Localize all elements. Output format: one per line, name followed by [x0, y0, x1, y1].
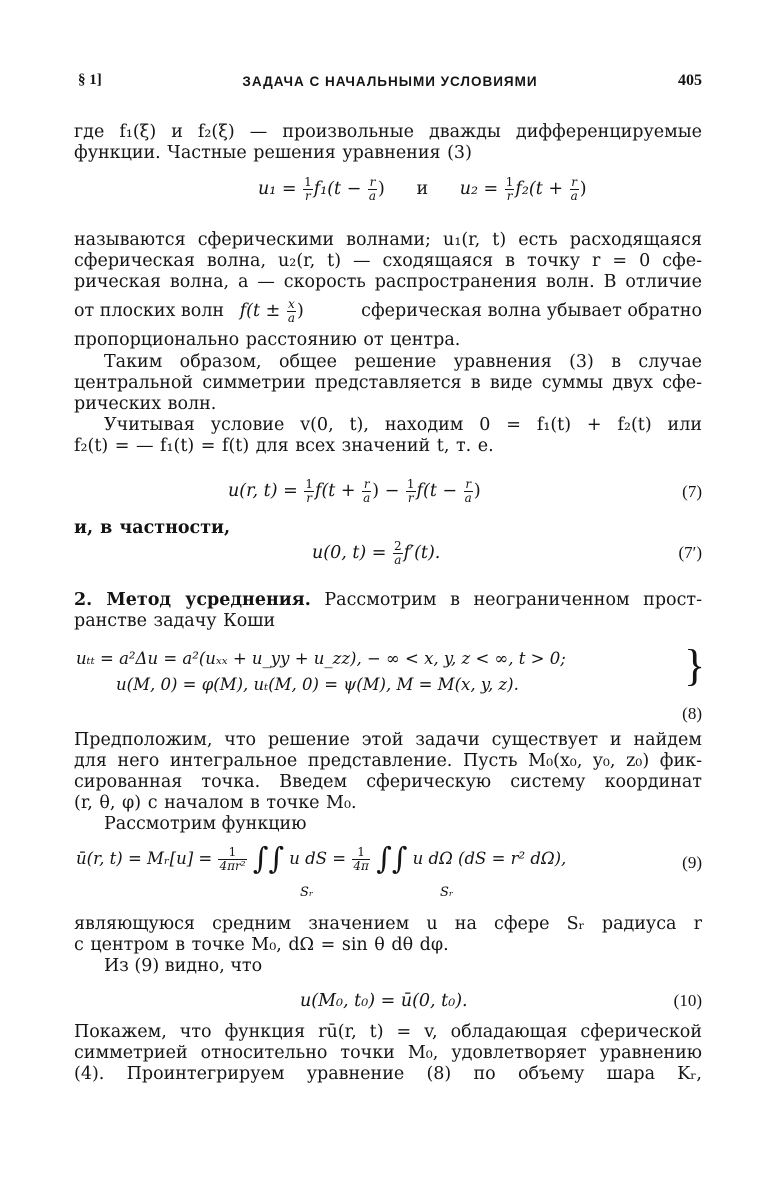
text-line: Рассмотрим функцию [104, 814, 307, 834]
text-line: где f₁(ξ) и f₂(ξ) — произвольные дважды дифференцируемые [74, 122, 702, 142]
text-fragment: Рассмотрим в неограниченном прост- [324, 590, 702, 610]
equation-9 [76, 841, 567, 877]
eq-part: f(t + [314, 481, 362, 501]
text-fragment: от плоских волн [74, 301, 225, 321]
double-integral-icon: ∫∫ [252, 841, 285, 877]
denominator: r [506, 189, 513, 203]
text-line: симметрией относительно точки M₀, удовлетворяет уравнению [74, 1043, 702, 1063]
eq-part: f(t ± [239, 301, 286, 321]
fraction [570, 176, 579, 203]
denominator: r [305, 189, 311, 203]
text-line: Учитывая условие v(0, t), находим 0 = f₁(t) + f₂(t) или [104, 415, 702, 435]
fraction [406, 478, 416, 505]
eq-part: ū(r, t) = Mᵣ[u] = [76, 849, 218, 868]
equation-8-line-1: uₜₜ = a²Δu = a²(uₓₓ + u_yy + u_zz), − ∞ < x, y, z < ∞, t > 0; [76, 649, 566, 668]
eq-conjunction: и [416, 179, 429, 199]
text-line: f₂(t) = — f₁(t) = f(t) для всех значений t, т. е. [74, 436, 494, 456]
fraction [393, 540, 403, 567]
text-line: функции. Частные решения уравнения (3) [74, 143, 472, 163]
text-line: Покажем, что функция rū(r, t) = v, обладающая сферической [74, 1022, 702, 1042]
numerator: r [571, 175, 578, 189]
text-line: пропорционально расстоянию от центра. [74, 330, 461, 350]
denominator: a [464, 491, 472, 505]
denominator: 4πr² [219, 859, 246, 873]
integral-subscript: Sᵣ [440, 885, 454, 900]
text-line: (r, θ, φ) с началом в точке M₀. [74, 793, 357, 813]
right-brace-icon: } [684, 641, 706, 690]
numerator: 1 [304, 175, 312, 189]
section-mark: § 1] [78, 72, 102, 88]
eq-part: u dΩ (dS = r² dΩ), [412, 849, 567, 868]
fraction [303, 176, 313, 203]
eq-part: u(0, t) = [312, 543, 393, 563]
fraction [304, 478, 314, 505]
text-line: для него интегральное представление. Пусть M₀(x₀, y₀, z₀) фик- [74, 751, 702, 771]
text-line-plane-waves: от плоских волн f(t ± $\frac{x}{a}$ ) [74, 297, 304, 325]
text-line: и, в частности, [74, 518, 231, 538]
eq-part: u(r, t) = [228, 481, 304, 501]
numerator: 1 [406, 477, 415, 491]
numerator: 1 [352, 846, 370, 860]
equation-7-prime [312, 540, 440, 567]
text-line: сированная точка. Введем сферическую систему координат [74, 772, 702, 792]
running-header [78, 72, 702, 98]
text-line: (4). Проинтегрируем уравнение (8) по объему шара Kᵣ, [74, 1064, 702, 1084]
denominator: a [368, 189, 377, 203]
numerator: r [363, 477, 370, 491]
equation-number: (10) [673, 991, 702, 1010]
numerator: 1 [305, 477, 313, 491]
denominator: a [394, 553, 402, 567]
chapter-title: ЗАДАЧА С НАЧАЛЬНЫМИ УСЛОВИЯМИ [242, 74, 538, 89]
text-line: рическая волна, a — скорость распространения волн. В отличие [74, 272, 702, 292]
text-line: центральной симметрии представляется в виде суммы двух сфе- [74, 373, 702, 393]
section-heading: 2. Метод усреднения. [74, 590, 311, 610]
equation-7: u(r, t) = $\frac{1}{r}$ f(t + $\frac{r}{a}$ ) − $\frac{1}{r}$ f(t − $\frac{r}{a}$ ) [228, 477, 481, 505]
text-line: сферическая волна, u₂(r, t) — сходящаяся в точку r = 0 сфе- [74, 251, 702, 271]
equation-number: (7′) [678, 543, 702, 562]
equation-number: (7) [682, 482, 702, 501]
eq-part: f(t − [416, 481, 463, 501]
eq-part: u dS = [289, 849, 352, 868]
text-line: Таким образом, общее решение уравнения (3) в случае [104, 352, 702, 372]
numerator: 2 [394, 539, 402, 553]
denominator: r [407, 491, 414, 505]
eq-part: u₂ = [459, 179, 504, 199]
eq-part: f₁(t − [313, 179, 367, 199]
denominator: a [570, 189, 578, 203]
eq-part: u₁ = [258, 179, 303, 199]
text-fragment: сферическая волна убывает обратно [361, 301, 702, 321]
equation-10: u(M₀, t₀) = ū(0, t₀). [300, 991, 468, 1011]
text-line: с центром в точке M₀, dΩ = sin θ dθ dφ. [74, 935, 449, 955]
double-integral-icon: ∫∫ [376, 841, 408, 877]
numerator: x [288, 297, 295, 311]
numerator: 1 [505, 175, 514, 189]
fraction [505, 176, 515, 203]
equation-number: (9) [682, 853, 702, 872]
denominator: 4π [353, 859, 369, 873]
text-line: являющуюся средним значением u на сфере Sᵣ радиуса r [74, 914, 702, 934]
fraction [352, 846, 370, 873]
text-line: ранстве задачу Коши [74, 611, 276, 631]
fraction [368, 176, 377, 203]
text-line: Предположим, что решение этой задачи существует и найдем [74, 730, 702, 750]
fraction [218, 846, 246, 873]
numerator: r [369, 175, 376, 189]
page-number: 405 [678, 72, 702, 89]
denominator: r [306, 491, 313, 505]
eq-part: ) − [372, 481, 405, 501]
fraction [287, 298, 296, 325]
eq-part: f′(t). [403, 543, 441, 563]
text-line: рических волн. [74, 394, 217, 414]
equation-8-line-2: u(M, 0) = φ(M), uₜ(M, 0) = ψ(M), M = M(x, y, z). [116, 675, 519, 694]
integral-subscript: Sᵣ [300, 885, 314, 900]
text-line: называются сферическими волнами; u₁(r, t) есть расходящаяся [74, 230, 702, 250]
denominator: a [363, 491, 371, 505]
fraction [464, 478, 473, 505]
numerator: r [465, 477, 472, 491]
text-line: Из (9) видно, что [104, 956, 263, 976]
fraction [362, 478, 371, 505]
denominator: a [287, 311, 295, 325]
eq-part: f₂(t + [515, 179, 569, 199]
equation-spherical-waves: u₁ = $\frac{1}{r}$ f₁(t − $\frac{r}{a}$ ) и u₂ = $\frac{1}{r}$ f₂(t + $\frac{r}{a}$ ) [258, 175, 587, 203]
numerator: 1 [218, 846, 246, 860]
equation-number: (8) [682, 704, 702, 723]
section-heading-line [74, 590, 702, 611]
